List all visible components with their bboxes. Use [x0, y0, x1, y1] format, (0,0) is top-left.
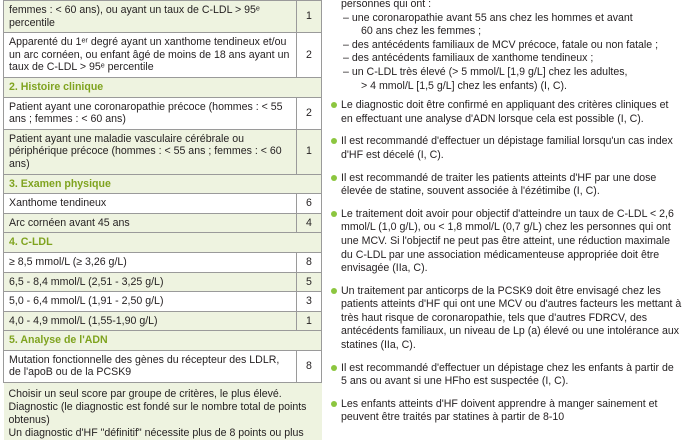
- criterion-text: Arc cornéen avant 45 ans: [4, 213, 297, 233]
- recommendation-item: Un traitement par anticorps de la PCSK9 doit être envisagé chez les patients atteints d'HF qui ont une MCV ou d'autres facteurs les mettant à très haut risque de coronaropathie, tels que d'autres FDRCV, des antécédents familiaux, un niveau de Lp (a) élevé ou une intolérance aux statines (IIa, C).: [331, 285, 682, 353]
- bullet-dot-icon: [331, 211, 337, 217]
- risk-criterion-continuation: 60 ans chez les femmes ;: [361, 25, 482, 38]
- criterion-text: 5,0 - 6,4 mmol/L (1,91 - 2,50 g/L): [4, 292, 297, 312]
- section-title: 2. Histoire clinique: [4, 77, 322, 97]
- criteria-row: [4, 252, 322, 272]
- section-title: 4. C-LDL: [4, 233, 322, 253]
- criteria-table: [3, 0, 322, 440]
- section-title: 3. Examen physique: [4, 174, 322, 194]
- criterion-score: 6: [297, 194, 322, 214]
- criteria-row: [4, 33, 322, 78]
- criterion-text: 6,5 - 8,4 mmol/L (2,51 - 3,25 g/L): [4, 272, 297, 292]
- criterion-score: 1: [297, 129, 322, 174]
- criterion-text: ≥ 8,5 mmol/L (≥ 3,26 g/L): [4, 252, 297, 272]
- criterion-text: Patient ayant une maladie vasculaire cérébrale ou périphérique précoce (hommes : < 55 ans ; femmes : < 60 ans): [4, 129, 297, 174]
- criterion-score: 4: [297, 213, 322, 233]
- recommendation-item: Les enfants atteints d'HF doivent apprendre à manger sainement et peuvent être traités par statines à partir de 8-10: [331, 398, 682, 425]
- criterion-text: 4,0 - 4,9 mmol/L (1,55-1,90 g/L): [4, 311, 297, 331]
- criterion-text: Xanthome tendineux: [4, 194, 297, 214]
- criteria-section-header: [4, 331, 322, 351]
- criterion-score: 1: [297, 311, 322, 331]
- criterion-score: 1: [297, 1, 322, 33]
- recommendation-item: Le diagnostic doit être confirmé en appliquant des critères cliniques et en effectuant une analyse d'ADN lorsque cela est possible (I, C).: [331, 99, 682, 126]
- recommendation-item: Il est recommandé de traiter les patients atteints d'HF par une dose élevée de statine, souvent associée à l'ézétimibe (I, C).: [331, 172, 682, 199]
- risk-criterion: – un C-LDL très élevé (> 5 mmol/L [1,9 g/L] chez les adultes,: [343, 65, 628, 78]
- criteria-table-panel: [3, 0, 322, 440]
- scoring-note: Un diagnostic d'HF "définitif" nécessite plus de 8 points ou plus: [8, 427, 304, 440]
- criterion-score: 3: [297, 292, 322, 312]
- scoring-notes: [4, 383, 322, 440]
- criteria-row: [4, 311, 322, 331]
- bullet-dot-icon: [331, 102, 337, 108]
- criterion-score: 2: [297, 97, 322, 129]
- criteria-row: [4, 129, 322, 174]
- bullet-dot-icon: [331, 175, 337, 181]
- bullet-dot-icon: [331, 138, 337, 144]
- scoring-note: Choisir un seul score par groupe de critères, le plus élevé.: [8, 388, 282, 401]
- risk-criterion: – une coronaropathie avant 55 ans chez les hommes et avant: [343, 11, 633, 24]
- criterion-text: Mutation fonctionnelle des gènes du récepteur des LDLR, de l'apoB ou de la PCSK9: [4, 350, 297, 382]
- recommendation-item: Le traitement doit avoir pour objectif d'atteindre un taux de C-LDL < 2,6 mmol/L (1,0 g/L), ou < 1,8 mmol/L (0,7 g/L) chez les personnes qui ont une MCV. Si l'objectif ne peut pas être atteint, une réduction maximale du C-LDL par une association médicamenteuse appropriée doit être envisagée (IIa, C).: [331, 208, 682, 276]
- bullet-dot-icon: [331, 288, 337, 294]
- recommendations-panel: [331, 0, 682, 434]
- scoring-notes-row: [4, 383, 322, 440]
- criterion-text: Apparenté du 1ᵉʳ degré ayant un xanthome tendineux et/ou un arc cornéen, ou enfant âgé de moins de 18 ans ayant un taux de C-LDL > 95ᵉ percentile: [4, 33, 297, 78]
- criteria-row: [4, 194, 322, 214]
- risk-criteria-list: [331, 12, 682, 94]
- bullet-dot-icon: [331, 365, 337, 371]
- criterion-score: 2: [297, 33, 322, 78]
- bullet-dot-icon: [331, 401, 337, 407]
- criteria-section-header: [4, 77, 322, 97]
- criterion-text: Patient ayant une coronaropathie précoce (hommes : < 55 ans ; femmes : < 60 ans): [4, 97, 297, 129]
- criteria-row: [4, 350, 322, 382]
- recommendation-list: [331, 99, 682, 425]
- recommendation-item: Il est recommandé d'effectuer un dépistage familial lorsqu'un cas index d'HF est décelé (I, C).: [331, 135, 682, 162]
- risk-criterion: – des antécédents familiaux de MCV précoce, fatale ou non fatale ;: [343, 38, 659, 51]
- recommendation-item: Il est recommandé d'effectuer un dépistage chez les enfants à partir de 5 ans ou avant si une HFho est suspectée (I, C).: [331, 362, 682, 389]
- section-title: 5. Analyse de l'ADN: [4, 331, 322, 351]
- criterion-text: femmes : < 60 ans), ou ayant un taux de C-LDL > 95ᵉ percentile: [4, 1, 297, 33]
- criterion-score: 8: [297, 350, 322, 382]
- criteria-row: [4, 272, 322, 292]
- risk-criterion-continuation: > 4 mmol/L [1,5 g/L] chez les enfants) (I, C).: [361, 79, 567, 92]
- criteria-row: [4, 97, 322, 129]
- criteria-section-header: [4, 233, 322, 253]
- criteria-row: [4, 213, 322, 233]
- scoring-note: Diagnostic (le diagnostic est fondé sur le nombre total de points obtenus): [8, 401, 307, 427]
- criterion-score: 5: [297, 272, 322, 292]
- criteria-row: [4, 1, 322, 33]
- criteria-row: [4, 292, 322, 312]
- recommendation-intro: personnes qui ont :: [341, 0, 432, 10]
- criteria-section-header: [4, 174, 322, 194]
- risk-criterion: – des antécédents familiaux de xanthome tendineux ;: [343, 52, 594, 65]
- criterion-score: 8: [297, 252, 322, 272]
